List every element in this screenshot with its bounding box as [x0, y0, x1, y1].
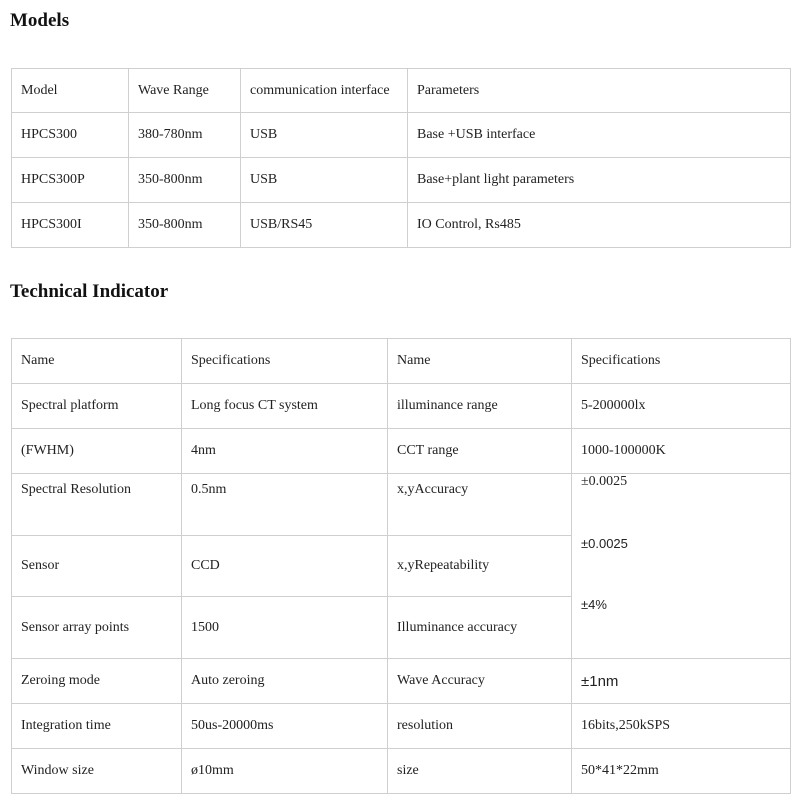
table-row: [12, 704, 791, 749]
table-cell: ±1nm: [572, 659, 791, 704]
table-cell: Base +USB interface: [408, 113, 791, 158]
table-cell: USB/RS45: [241, 203, 408, 248]
table-row: [12, 474, 791, 536]
column-header: Specifications: [182, 339, 388, 384]
column-header: Specifications: [572, 339, 791, 384]
column-header: Wave Range: [129, 69, 241, 113]
table-cell: illuminance range: [388, 384, 572, 429]
table-cell: IO Control, Rs485: [408, 203, 791, 248]
table-cell: Spectral platform: [12, 384, 182, 429]
table-cell: HPCS300P: [12, 158, 129, 203]
table-row: [12, 203, 791, 248]
table-cell: Wave Accuracy: [388, 659, 572, 704]
table-row: [12, 429, 791, 474]
column-header: Parameters: [408, 69, 791, 113]
table-cell: 0.5nm: [182, 474, 388, 536]
table-row: [12, 384, 791, 429]
table-cell: 1500: [182, 597, 388, 659]
table-cell: 4nm: [182, 429, 388, 474]
table-cell: 380-780nm: [129, 113, 241, 158]
table-cell: HPCS300I: [12, 203, 129, 248]
table-cell: 5-200000lx: [572, 384, 791, 429]
table-cell: 350-800nm: [129, 158, 241, 203]
table-row: [12, 113, 791, 158]
table-cell: 1000-100000K: [572, 429, 791, 474]
technical-indicator-table: [11, 338, 791, 794]
table-cell: Integration time: [12, 704, 182, 749]
table-cell: USB: [241, 158, 408, 203]
table-cell: Base+plant light parameters: [408, 158, 791, 203]
table-cell: Auto zeroing: [182, 659, 388, 704]
table-cell: Spectral Resolution: [12, 474, 182, 536]
table-cell: USB: [241, 113, 408, 158]
table-cell: 50us-20000ms: [182, 704, 388, 749]
table-cell: Zeroing mode: [12, 659, 182, 704]
technical-indicator-heading: Technical Indicator: [10, 281, 169, 302]
table-row: [12, 749, 791, 794]
table-cell: 350-800nm: [129, 203, 241, 248]
column-header: Name: [388, 339, 572, 384]
table-header-row: [12, 339, 791, 384]
table-cell: size: [388, 749, 572, 794]
table-cell: (FWHM): [12, 429, 182, 474]
table-cell: x,yAccuracy: [388, 474, 572, 536]
accuracy-values-cell: ±0.0025 ±0.0025 ±4%: [572, 474, 791, 659]
table-cell: x,yRepeatability: [388, 536, 572, 597]
table-row: [12, 158, 791, 203]
table-cell: 16bits,250kSPS: [572, 704, 791, 749]
table-row: [12, 659, 791, 704]
table-cell: ø10mm: [182, 749, 388, 794]
table-cell: CCD: [182, 536, 388, 597]
table-cell: 50*41*22mm: [572, 749, 791, 794]
table-cell: Long focus CT system: [182, 384, 388, 429]
table-cell: Sensor: [12, 536, 182, 597]
table-cell: Sensor array points: [12, 597, 182, 659]
models-table: [11, 68, 791, 248]
table-cell: Window size: [12, 749, 182, 794]
table-cell: resolution: [388, 704, 572, 749]
column-header: Name: [12, 339, 182, 384]
models-heading: Models: [10, 10, 70, 31]
table-cell: HPCS300: [12, 113, 129, 158]
table-cell: CCT range: [388, 429, 572, 474]
table-cell: Illuminance accuracy: [388, 597, 572, 659]
table-header-row: [12, 69, 791, 113]
column-header: communication interface: [241, 69, 408, 113]
column-header: Model: [12, 69, 129, 113]
